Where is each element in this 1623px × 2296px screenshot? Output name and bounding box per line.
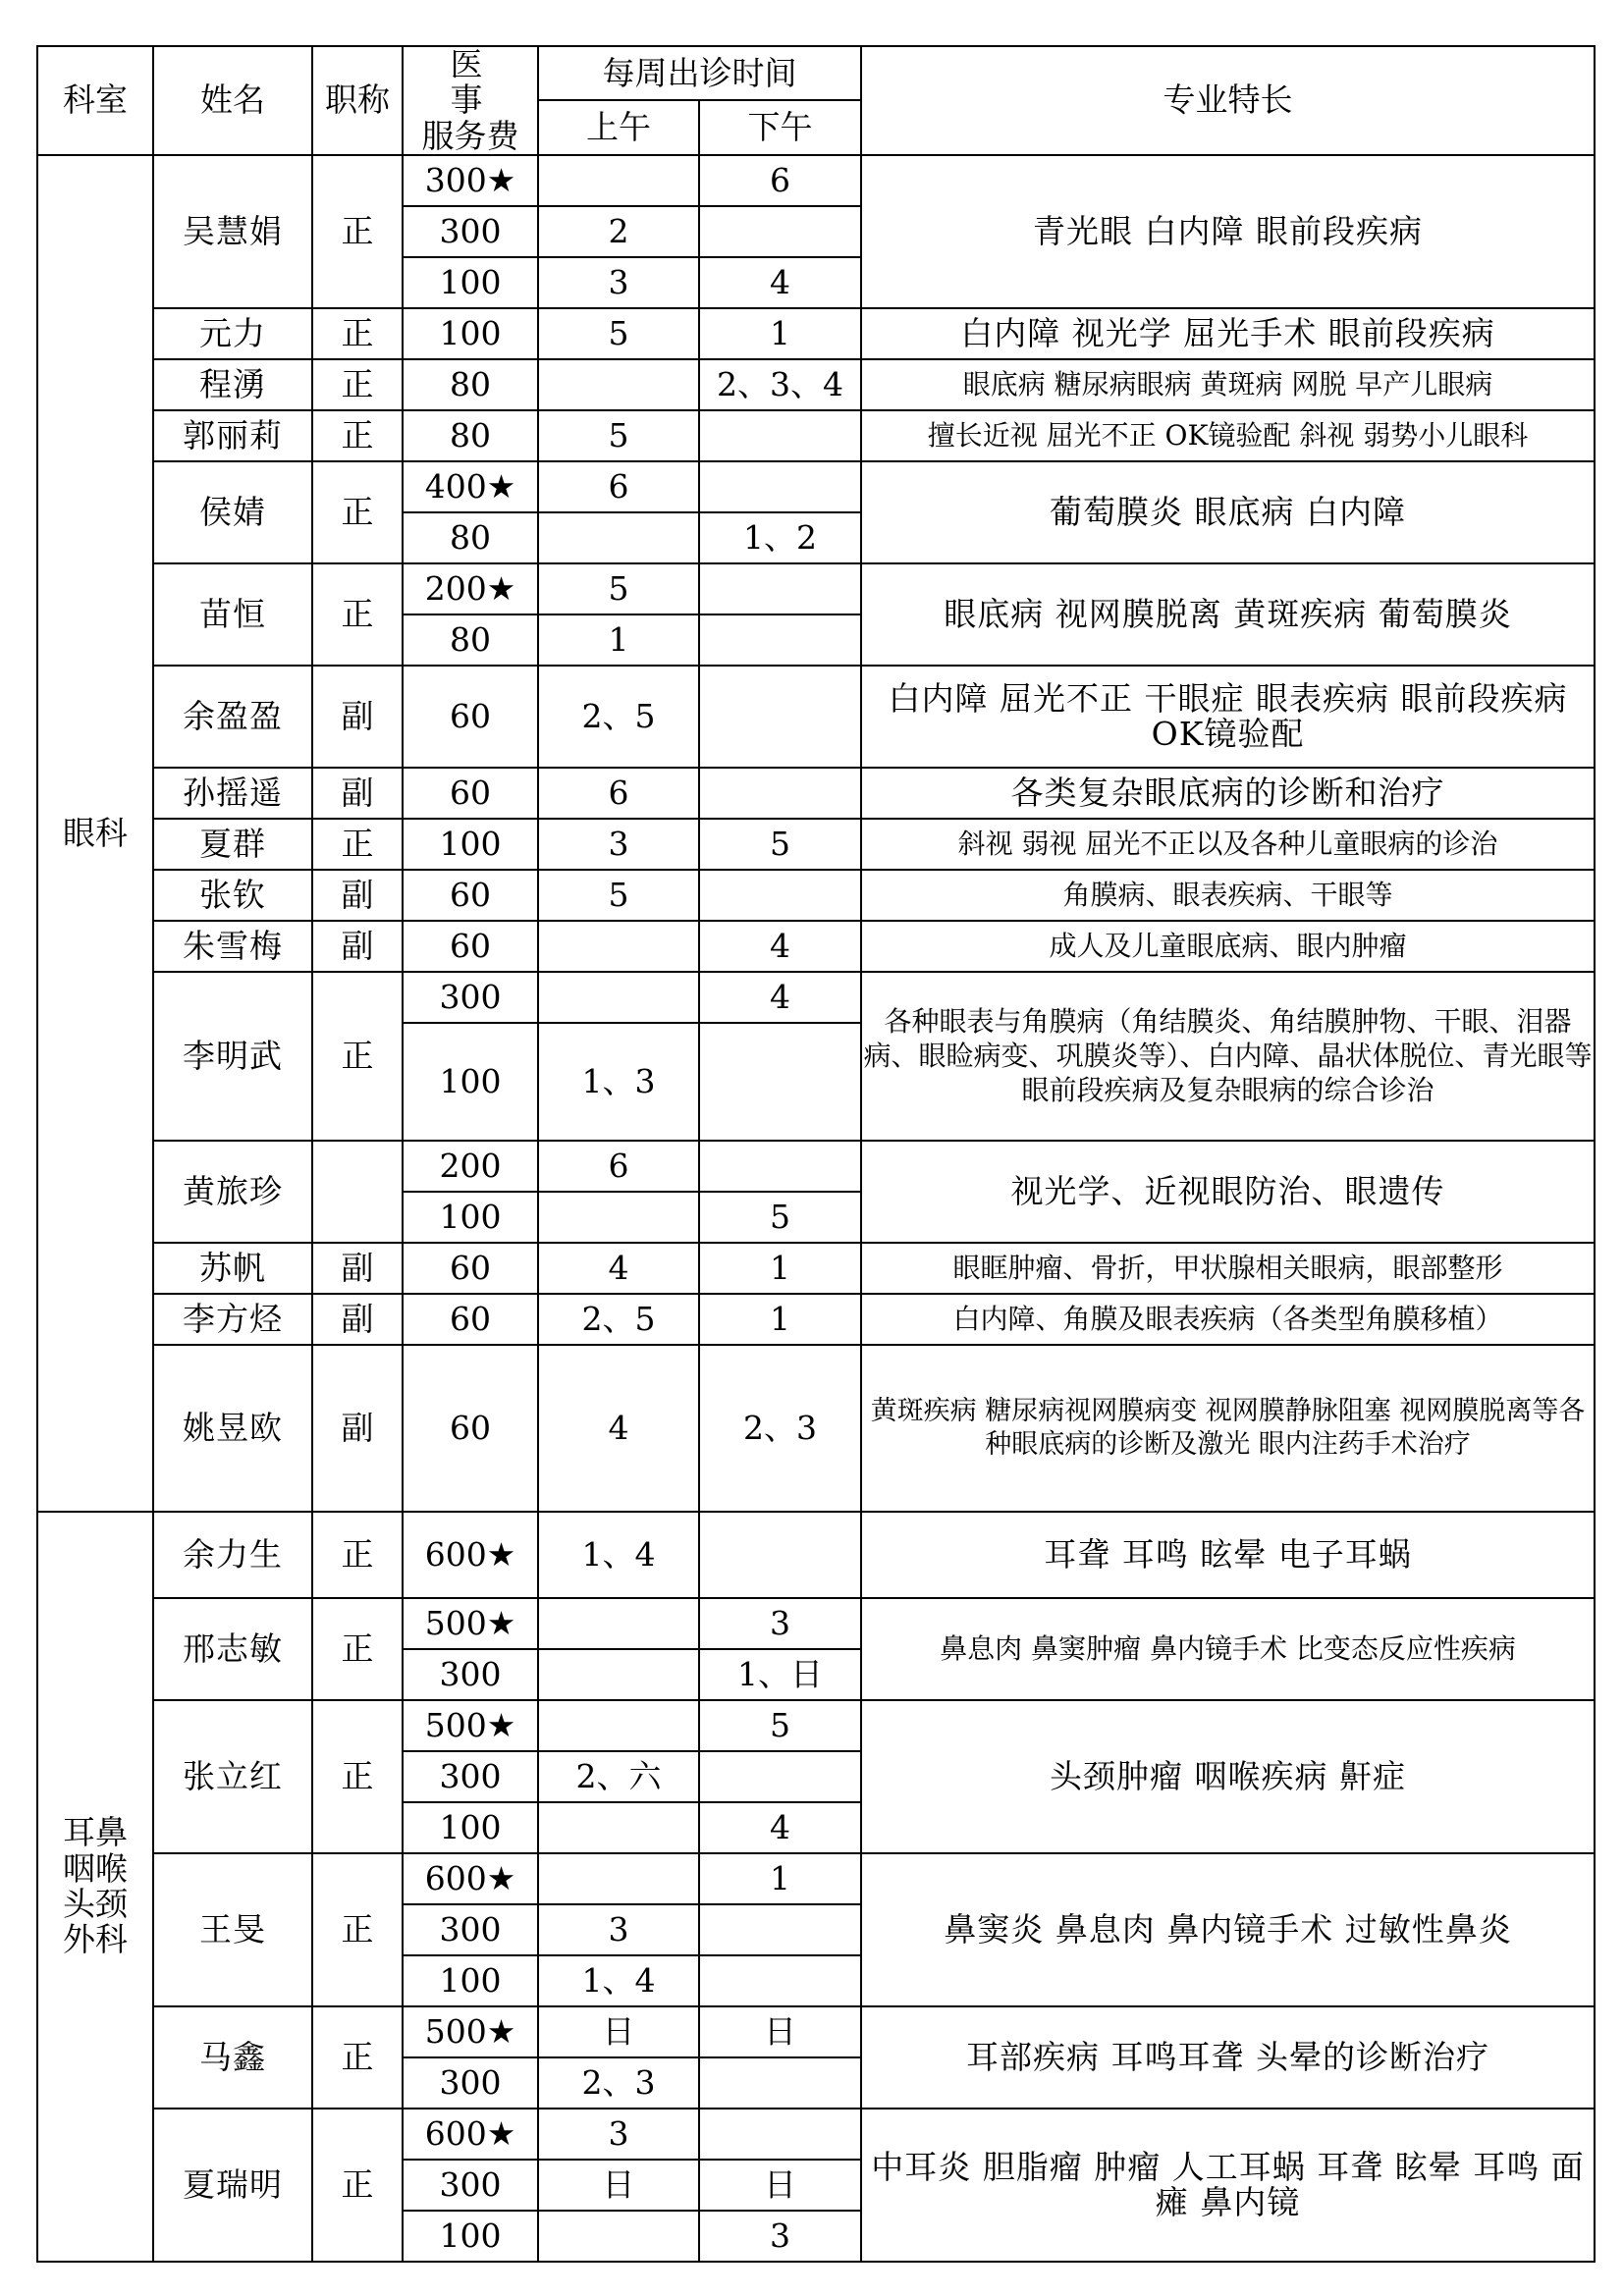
service-fee: 200: [403, 1141, 538, 1192]
service-fee: 80: [403, 512, 538, 563]
morning-slot: 3: [538, 2109, 699, 2160]
header-fee-line2: 服务费: [421, 116, 519, 155]
doctor-name: 李明武: [153, 972, 312, 1141]
schedule-row: [37, 563, 1595, 614]
service-fee: 600★: [403, 1853, 538, 1904]
specialty: 各种眼表与角膜病（角结膜炎、角结膜肿物、干眼、泪器病、眼睑病变、巩膜炎等）、白内障、晶状体脱位、青光眼等眼前段疾病及复杂眼病的综合诊治: [861, 972, 1595, 1141]
morning-slot: 2、六: [538, 1751, 699, 1802]
afternoon-slot: [699, 1141, 861, 1192]
doctor-title: 副: [312, 666, 403, 768]
header-specialty: 专业特长: [861, 46, 1595, 155]
service-fee: 300: [403, 1649, 538, 1700]
service-fee: 400★: [403, 461, 538, 512]
doctor-title: 正: [312, 410, 403, 461]
service-fee: 200★: [403, 563, 538, 614]
schedule-row: [37, 1345, 1595, 1512]
morning-slot: [538, 1192, 699, 1243]
doctor-name: 姚昱欧: [153, 1345, 312, 1512]
morning-slot: 2、3: [538, 2057, 699, 2109]
morning-slot: 1: [538, 614, 699, 666]
specialty: 白内障 视光学 屈光手术 眼前段疾病: [861, 308, 1595, 359]
morning-slot: 3: [538, 257, 699, 308]
afternoon-slot: 5: [699, 819, 861, 870]
service-fee: 300: [403, 2057, 538, 2109]
specialty: 黄斑疾病 糖尿病视网膜病变 视网膜静脉阻塞 视网膜脱离等各种眼底病的诊断及激光 眼内注药手术治疗: [861, 1345, 1595, 1512]
doctor-title: 正: [312, 359, 403, 410]
header-fee: [403, 46, 538, 155]
afternoon-slot: 1: [699, 1294, 861, 1345]
doctor-name: 黄旅珍: [153, 1141, 312, 1243]
service-fee: 100: [403, 308, 538, 359]
doctor-title: 副: [312, 1345, 403, 1512]
morning-slot: 1、4: [538, 1955, 699, 2006]
morning-slot: 5: [538, 308, 699, 359]
morning-slot: 4: [538, 1345, 699, 1512]
doctor-name: 苏帆: [153, 1243, 312, 1294]
doctor-name: 李方烃: [153, 1294, 312, 1345]
doctor-title: 正: [312, 972, 403, 1141]
afternoon-slot: [699, 2109, 861, 2160]
service-fee: 300: [403, 2160, 538, 2211]
specialty: 眼眶肿瘤、骨折，甲状腺相关眼病，眼部整形: [861, 1243, 1595, 1294]
morning-slot: 4: [538, 1243, 699, 1294]
schedule-row: [37, 921, 1595, 972]
doctor-name: 夏瑞明: [153, 2109, 312, 2262]
doctor-title: 副: [312, 921, 403, 972]
doctor-title: 正: [312, 563, 403, 666]
specialty: 各类复杂眼底病的诊断和治疗: [861, 768, 1595, 819]
doctor-name: 吴慧娟: [153, 155, 312, 308]
afternoon-slot: 6: [699, 155, 861, 206]
schedule-row: [37, 972, 1595, 1023]
schedule-row: [37, 1853, 1595, 1904]
service-fee: 60: [403, 870, 538, 921]
morning-slot: 3: [538, 819, 699, 870]
doctor-title: 副: [312, 870, 403, 921]
morning-slot: [538, 972, 699, 1023]
schedule-row: [37, 870, 1595, 921]
header-schedule: 每周出诊时间: [538, 46, 861, 100]
afternoon-slot: [699, 2057, 861, 2109]
specialty: 耳部疾病 耳鸣耳聋 头晕的诊断治疗: [861, 2006, 1595, 2109]
header-fee-line1: 医 事: [450, 46, 513, 120]
service-fee: 600★: [403, 1512, 538, 1598]
schedule-row: [37, 768, 1595, 819]
roster-body: [37, 155, 1595, 2262]
morning-slot: 2、5: [538, 1294, 699, 1345]
morning-slot: [538, 512, 699, 563]
doctor-name: 余力生: [153, 1512, 312, 1598]
service-fee: 300: [403, 1904, 538, 1955]
doctor-title: 正: [312, 2109, 403, 2262]
morning-slot: [538, 1649, 699, 1700]
morning-slot: 6: [538, 461, 699, 512]
service-fee: 100: [403, 1802, 538, 1853]
specialty: 鼻息肉 鼻窦肿瘤 鼻内镜手术 比变态反应性疾病: [861, 1598, 1595, 1700]
specialty: 白内障 屈光不正 干眼症 眼表疾病 眼前段疾病 OK镜验配: [861, 666, 1595, 768]
specialty: 头颈肿瘤 咽喉疾病 鼾症: [861, 1700, 1595, 1853]
afternoon-slot: [699, 1023, 861, 1141]
service-fee: 60: [403, 921, 538, 972]
department-name: 眼科: [37, 155, 153, 1512]
service-fee: 300: [403, 1751, 538, 1802]
afternoon-slot: 日: [699, 2160, 861, 2211]
doctor-name: 侯婧: [153, 461, 312, 563]
service-fee: 100: [403, 1955, 538, 2006]
schedule-row: [37, 1243, 1595, 1294]
schedule-row: [37, 819, 1595, 870]
afternoon-slot: 5: [699, 1700, 861, 1751]
afternoon-slot: 4: [699, 921, 861, 972]
schedule-row: [37, 666, 1595, 768]
header-pm: 下午: [699, 100, 861, 154]
morning-slot: 2、5: [538, 666, 699, 768]
morning-slot: 6: [538, 1141, 699, 1192]
morning-slot: [538, 921, 699, 972]
specialty: 青光眼 白内障 眼前段疾病: [861, 155, 1595, 308]
afternoon-slot: 1: [699, 1243, 861, 1294]
morning-slot: 日: [538, 2160, 699, 2211]
service-fee: 500★: [403, 1598, 538, 1649]
service-fee: 60: [403, 1345, 538, 1512]
header-am: 上午: [538, 100, 699, 154]
doctor-name: 孙摇遥: [153, 768, 312, 819]
afternoon-slot: [699, 1955, 861, 2006]
schedule-row: [37, 1294, 1595, 1345]
afternoon-slot: [699, 768, 861, 819]
doctor-schedule-table: [36, 45, 1596, 2263]
doctor-title: 正: [312, 2006, 403, 2109]
afternoon-slot: [699, 614, 861, 666]
service-fee: 100: [403, 819, 538, 870]
afternoon-slot: [699, 666, 861, 768]
morning-slot: [538, 359, 699, 410]
schedule-row: [37, 1512, 1595, 1598]
specialty: 眼底病 视网膜脱离 黄斑疾病 葡萄膜炎: [861, 563, 1595, 666]
afternoon-slot: 1、2: [699, 512, 861, 563]
doctor-name: 邢志敏: [153, 1598, 312, 1700]
doctor-title: 正: [312, 1853, 403, 2006]
afternoon-slot: 2、3、4: [699, 359, 861, 410]
afternoon-slot: 4: [699, 1802, 861, 1853]
service-fee: 500★: [403, 1700, 538, 1751]
morning-slot: 6: [538, 768, 699, 819]
doctor-title: 正: [312, 308, 403, 359]
doctor-name: 王旻: [153, 1853, 312, 2006]
afternoon-slot: 日: [699, 2006, 861, 2057]
doctor-name: 张立红: [153, 1700, 312, 1853]
morning-slot: [538, 1802, 699, 1853]
header-title: 职称: [312, 46, 403, 155]
afternoon-slot: 4: [699, 972, 861, 1023]
afternoon-slot: [699, 461, 861, 512]
schedule-row: [37, 410, 1595, 461]
morning-slot: 5: [538, 870, 699, 921]
doctor-name: 朱雪梅: [153, 921, 312, 972]
service-fee: 60: [403, 768, 538, 819]
afternoon-slot: 1: [699, 1853, 861, 1904]
header-dept: 科室: [37, 46, 153, 155]
afternoon-slot: [699, 563, 861, 614]
doctor-name: 张钦: [153, 870, 312, 921]
morning-slot: [538, 1853, 699, 1904]
service-fee: 500★: [403, 2006, 538, 2057]
afternoon-slot: [699, 870, 861, 921]
morning-slot: 5: [538, 410, 699, 461]
service-fee: 60: [403, 1243, 538, 1294]
morning-slot: [538, 1700, 699, 1751]
service-fee: 60: [403, 1294, 538, 1345]
schedule-row: [37, 2109, 1595, 2160]
doctor-name: 夏群: [153, 819, 312, 870]
doctor-title: 副: [312, 1294, 403, 1345]
afternoon-slot: 2、3: [699, 1345, 861, 1512]
afternoon-slot: 3: [699, 2211, 861, 2262]
doctor-name: 元力: [153, 308, 312, 359]
afternoon-slot: [699, 410, 861, 461]
morning-slot: 1、3: [538, 1023, 699, 1141]
doctor-name: 马鑫: [153, 2006, 312, 2109]
afternoon-slot: 5: [699, 1192, 861, 1243]
specialty: 耳聋 耳鸣 眩晕 电子耳蜗: [861, 1512, 1595, 1598]
doctor-title: 正: [312, 1700, 403, 1853]
morning-slot: [538, 2211, 699, 2262]
schedule-row: [37, 1141, 1595, 1192]
doctor-title: 副: [312, 768, 403, 819]
service-fee: 100: [403, 1023, 538, 1141]
service-fee: 300: [403, 206, 538, 257]
service-fee: 100: [403, 2211, 538, 2262]
doctor-title: 正: [312, 1598, 403, 1700]
specialty: 视光学、近视眼防治、眼遗传: [861, 1141, 1595, 1243]
schedule-row: [37, 461, 1595, 512]
afternoon-slot: [699, 1751, 861, 1802]
specialty: 斜视 弱视 屈光不正以及各种儿童眼病的诊治: [861, 819, 1595, 870]
specialty: 擅长近视 屈光不正 OK镜验配 斜视 弱势小儿眼科: [861, 410, 1595, 461]
specialty: 鼻窦炎 鼻息肉 鼻内镜手术 过敏性鼻炎: [861, 1853, 1595, 2006]
afternoon-slot: [699, 206, 861, 257]
schedule-row: [37, 1700, 1595, 1751]
doctor-name: 程湧: [153, 359, 312, 410]
service-fee: 80: [403, 359, 538, 410]
service-fee: 100: [403, 257, 538, 308]
doctor-title: 正: [312, 819, 403, 870]
service-fee: 80: [403, 614, 538, 666]
afternoon-slot: [699, 1512, 861, 1598]
service-fee: 60: [403, 666, 538, 768]
doctor-title: 正: [312, 1512, 403, 1598]
afternoon-slot: 1: [699, 308, 861, 359]
morning-slot: [538, 155, 699, 206]
afternoon-slot: 4: [699, 257, 861, 308]
morning-slot: 3: [538, 1904, 699, 1955]
doctor-title: 正: [312, 155, 403, 308]
morning-slot: [538, 1598, 699, 1649]
specialty: 白内障、角膜及眼表疾病（各类型角膜移植）: [861, 1294, 1595, 1345]
afternoon-slot: 1、日: [699, 1649, 861, 1700]
doctor-title: 副: [312, 1243, 403, 1294]
schedule-row: [37, 1598, 1595, 1649]
service-fee: 300★: [403, 155, 538, 206]
department-name: 耳鼻 咽喉 头颈 外科: [37, 1512, 153, 2262]
service-fee: 300: [403, 972, 538, 1023]
doctor-title: [312, 1141, 403, 1243]
doctor-name: 郭丽莉: [153, 410, 312, 461]
doctor-title: 正: [312, 461, 403, 563]
schedule-row: [37, 359, 1595, 410]
schedule-row: [37, 2006, 1595, 2057]
schedule-row: [37, 308, 1595, 359]
doctor-name: 余盈盈: [153, 666, 312, 768]
schedule-row: [37, 155, 1595, 206]
specialty: 中耳炎 胆脂瘤 肿瘤 人工耳蜗 耳聋 眩晕 耳鸣 面瘫 鼻内镜: [861, 2109, 1595, 2262]
service-fee: 600★: [403, 2109, 538, 2160]
service-fee: 80: [403, 410, 538, 461]
afternoon-slot: [699, 1904, 861, 1955]
afternoon-slot: 3: [699, 1598, 861, 1649]
service-fee: 100: [403, 1192, 538, 1243]
header-name: 姓名: [153, 46, 312, 155]
morning-slot: 5: [538, 563, 699, 614]
specialty: 葡萄膜炎 眼底病 白内障: [861, 461, 1595, 563]
specialty: 角膜病、眼表疾病、干眼等: [861, 870, 1595, 921]
morning-slot: 2: [538, 206, 699, 257]
doctor-name: 苗恒: [153, 563, 312, 666]
morning-slot: 1、4: [538, 1512, 699, 1598]
specialty: 成人及儿童眼底病、眼内肿瘤: [861, 921, 1595, 972]
specialty: 眼底病 糖尿病眼病 黄斑病 网脱 早产儿眼病: [861, 359, 1595, 410]
morning-slot: 日: [538, 2006, 699, 2057]
